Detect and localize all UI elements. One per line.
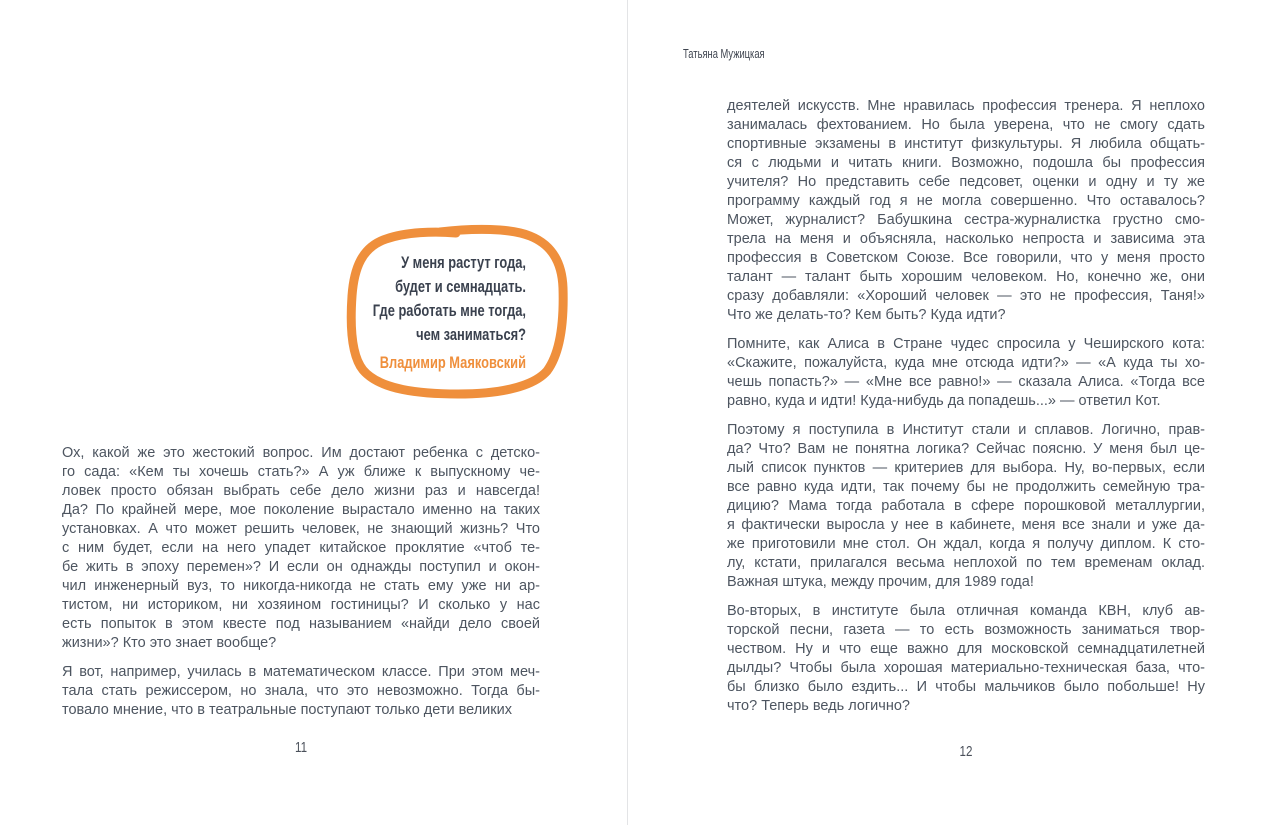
running-header: Татьяна Мужицкая <box>683 46 765 61</box>
text-line: ловек просто обязан выбрать себе дело жизни раз и навсегда! <box>62 483 540 499</box>
text-line: лу, кстати, прилагался весьма неплохой по тем временам оклад. <box>727 555 1205 571</box>
text-line: учителя? Но представить себе педсовет, оценки и одну и ту же <box>727 174 1205 190</box>
text-line: чил инженерный вуз, то никогда-никогда не стать ему уже ни ар- <box>62 578 540 594</box>
text-line: товало мнение, что в театральные поступают только дети великих <box>62 702 512 718</box>
text-line: профессия в Советском Союзе. Все говорили, что у меня просто <box>727 250 1205 266</box>
text-line: же приготовили мне стол. Он ждал, когда я получу диплом. К сто- <box>727 536 1205 552</box>
text-line: Помните, как Алиса в Стране чудес спросила у Чеширского кота: <box>727 336 1205 352</box>
text-line: да? Что? Вам не понятна логика? Сейчас поясню. У меня был це- <box>727 441 1205 457</box>
quote-bubble <box>344 224 572 402</box>
text-line: дылды? Чтобы была хорошая материально-техническая база, что- <box>727 660 1205 676</box>
text-line: Что же делать-то? Кем быть? Куда идти? <box>727 307 1006 323</box>
text-line: бы близко было ездить... И чтобы мальчиков было побольше! Ну <box>727 679 1205 695</box>
paragraph <box>62 663 540 720</box>
text-line: трела на меня и объясняла, насколько непроста и зависима эта <box>727 231 1205 247</box>
quote-line: чем заниматься? <box>416 326 526 344</box>
text-line: Важная штука, между прочим, для 1989 года! <box>727 574 1034 590</box>
text-line: чеством. Ну и что еще важно для московской семнадцатилетней <box>727 641 1205 657</box>
text-line: есть попыток в этом квесте под называнием «найди дело своей <box>62 616 540 632</box>
paragraph <box>62 444 540 653</box>
text-line: сразу добавляли: «Хороший человек — это не профессия, Таня!» <box>727 288 1205 304</box>
paragraph <box>727 421 1205 592</box>
text-line: лый список пунктов — критериев для выбора. Ну, во-первых, если <box>727 460 1205 476</box>
right-body-text <box>727 97 1205 716</box>
text-line: жизни»? Кто это знает вообще? <box>62 635 277 651</box>
text-line: равно, куда и идти! Куда-нибудь да попадешь...» — ответил Кот. <box>727 393 1161 409</box>
text-line: го сада: «Кем ты хочешь стать?» А уж ближе к выпускному че- <box>62 464 540 480</box>
text-line: бе жить в эпоху перемен»? И если он однажды поступил и окон- <box>62 559 540 575</box>
quote-line: У меня растут года, <box>401 254 526 272</box>
quote-line: будет и семнадцать. <box>395 278 526 296</box>
paragraph <box>727 97 1205 325</box>
quote-author: Владимир Маяковский <box>379 354 526 372</box>
text-line: «Скажите, пожалуйста, куда мне отсюда идти?» — «А куда ты хо- <box>727 355 1205 371</box>
text-line: я фактически выросла у нее в кабинете, меня все знали и уже да- <box>727 517 1205 533</box>
page-divider <box>627 0 628 825</box>
text-line: дицию? Мама тогда работала в сфере порошковой металлургии, <box>727 498 1205 514</box>
text-line: чешь попасть?» — «Мне все равно!» — сказала Алиса. «Тогда все <box>727 374 1205 390</box>
text-line: деятелей искусств. Мне нравилась профессия тренера. Я неплохо <box>727 98 1205 114</box>
quote-text <box>362 251 526 375</box>
text-line: с ним будет, если на него упадет китайское проклятие «чтоб те- <box>62 540 540 556</box>
paragraph <box>727 335 1205 411</box>
quote-line: Где работать мне тогда, <box>372 302 526 320</box>
text-line: занималась фехтованием. Но была уверена, что не смогу сдать <box>727 117 1205 133</box>
text-line: Ох, какой же это жестокий вопрос. Им достают ребенка с детско- <box>62 445 540 461</box>
text-line: торской песни, газета — то есть возможность заниматься твор- <box>727 622 1205 638</box>
text-line: тала стать режиссером, но знала, что это невозможно. Тогда бы- <box>62 683 540 699</box>
text-line: тистом, ни историком, ни хозяином гостиницы? И сколько у нас <box>62 597 540 613</box>
text-line: все равно куда идти, так почему бы не продолжить семейную тра- <box>727 479 1205 495</box>
text-line: Я вот, например, училась в математическом классе. При этом меч- <box>62 664 540 680</box>
text-line: Может, журналист? Бабушкина сестра-журналистка грустно смо- <box>727 212 1205 228</box>
page-number-right: 12 <box>959 744 973 760</box>
text-line: талант — талант быть хорошим человеком. Но, конечно же, они <box>727 269 1205 285</box>
text-line: Да? По крайней мере, мое поколение вырастало именно на таких <box>62 502 540 518</box>
text-line: программу каждый год я не могла совершенно. Что оставалось? <box>727 193 1205 209</box>
paragraph <box>727 602 1205 716</box>
text-line: Во-вторых, в институте была отличная команда КВН, клуб ав- <box>727 603 1205 619</box>
page-number-left: 11 <box>294 740 308 756</box>
text-line: что? Теперь ведь логично? <box>727 698 910 714</box>
left-body-text <box>62 444 540 720</box>
text-line: установках. А что может решить человек, не знающий жизнь? Что <box>62 521 540 537</box>
text-line: ся с людьми и читать книги. Возможно, подошла бы профессия <box>727 155 1205 171</box>
text-line: спортивные экзамены в институт физкультуры. Я любила общать- <box>727 136 1205 152</box>
text-line: Поэтому я поступила в Институт стали и сплавов. Логично, прав- <box>727 422 1205 438</box>
